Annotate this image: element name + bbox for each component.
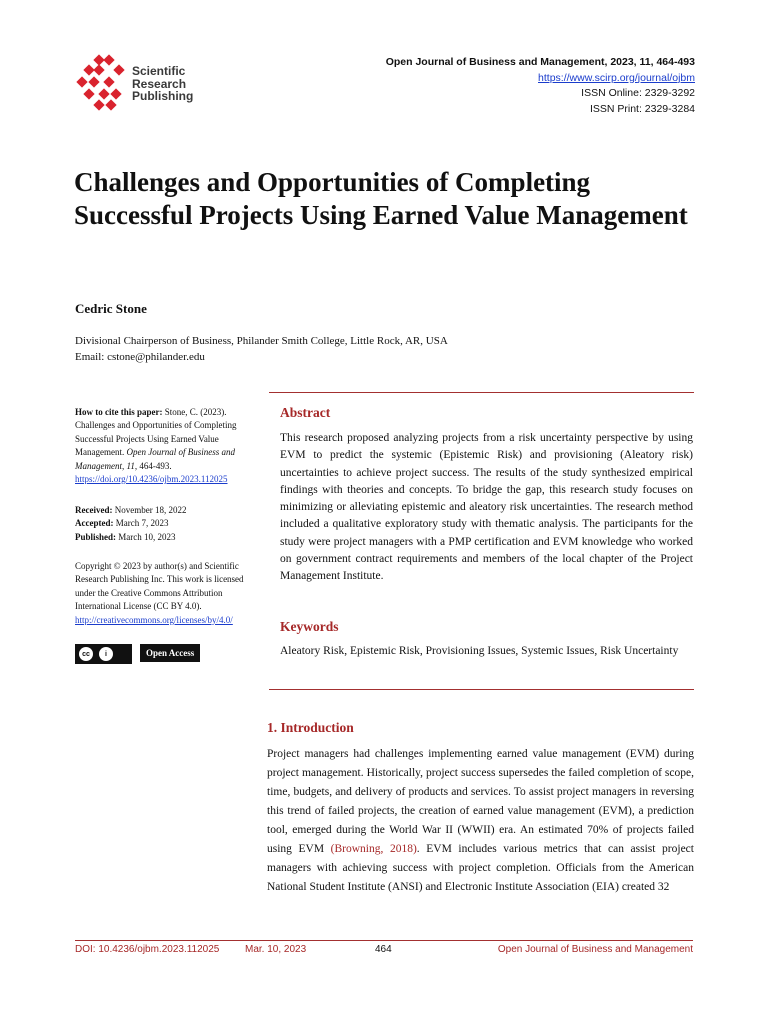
journal-info — [386, 55, 695, 117]
accepted-date: March 7, 2023 — [115, 518, 169, 529]
received-label: Received: — [75, 505, 113, 515]
abstract-heading: Abstract — [280, 405, 331, 420]
cite-text: Stone, C. (2023). Challenges and Opportunities of Completing Successful Projects Using Earned Value Management. — [75, 407, 237, 458]
accepted-row — [75, 517, 265, 530]
cite-journal: Open Journal of Business and Management, 11, — [75, 447, 235, 471]
received-row — [75, 504, 265, 517]
dates-block — [75, 504, 265, 544]
cite-doi-link[interactable]: https://doi.org/10.4236/ojbm.2023.112025 — [75, 474, 228, 485]
keywords-bottom-rule — [269, 689, 694, 690]
issn-print: ISSN Print: 2329-3284 — [589, 102, 695, 115]
publisher-line-1: Scientific — [132, 64, 186, 78]
footer-date: Mar. 10, 2023 — [245, 944, 307, 955]
accepted-label: Accepted: — [75, 518, 114, 529]
publisher-line-2: Research — [132, 76, 187, 91]
published-date: March 10, 2023 — [118, 531, 176, 542]
reference-browning-link[interactable]: (Browning, 2018) — [330, 843, 417, 855]
email: Email: cstone@philander.edu — [75, 351, 205, 363]
intro-text-part-1: Project managers had challenges implementing earned value management (EVM) during project management. Historically, project success supersedes the failed completion of scope, time, budgets, and delivery of products and services. To assist project managers in reversing this trend of failed projects, the creation of earned value management (EVM), a prediction tool, emerged during the World War II (WWII) era. An estimated 70% of projects failed using EVM — [267, 748, 694, 855]
cite-pages: 464-493. — [139, 460, 172, 471]
author-name: Cedric Stone — [75, 301, 147, 316]
author-affiliation-block — [75, 333, 448, 365]
intro-heading: 1. Introduction — [267, 720, 354, 735]
citation-block — [75, 406, 265, 486]
page-number: 464 — [375, 944, 392, 955]
intro-text-part-2: . EVM includes various metrics that can assist project managers with achieving success with project completion. Officials from the American National Student Institute (ANSI) and Electronic Institute Association (EIA) created 32 — [267, 843, 694, 893]
intro-text — [267, 745, 694, 897]
publisher-line-3: Publishing — [132, 89, 194, 103]
received-date: November 18, 2022 — [114, 505, 187, 515]
published-label: Published: — [75, 531, 117, 542]
affiliation: Divisional Chairperson of Business, Philander Smith College, Little Rock, AR, USA — [75, 335, 448, 347]
footer-doi: DOI: 10.4236/ojbm.2023.112025 — [75, 944, 220, 955]
license-link[interactable]: http://creativecommons.org/licenses/by/4.0/ — [75, 614, 233, 625]
journal-url-link[interactable]: https://www.scirp.org/journal/ojbm — [538, 71, 695, 84]
page-footer — [75, 940, 693, 955]
footer-journal: Open Journal of Business and Management — [497, 944, 693, 955]
abstract-top-rule — [269, 392, 694, 393]
publisher-name — [132, 65, 193, 103]
license-badges — [75, 644, 200, 664]
publisher-logo — [76, 54, 206, 114]
cc-icon: cc — [79, 647, 93, 661]
paper-title: Challenges and Opportunities of Completing Successful Projects Using Earned Value Management — [74, 167, 688, 230]
published-row — [75, 531, 265, 544]
footer-rule — [75, 940, 693, 941]
cite-label: How to cite this paper: — [75, 407, 163, 417]
copyright-block — [75, 560, 263, 627]
logo-diamonds-icon — [76, 54, 132, 114]
keywords-text: Aleatory Risk, Epistemic Risk, Provisioning Issues, Systemic Issues, Risk Uncertainty — [280, 645, 679, 657]
journal-citation: Open Journal of Business and Management, 2023, 11, 464-493 — [385, 56, 695, 68]
open-access-badge[interactable]: Open Access — [140, 644, 200, 662]
copyright-text: Copyright © 2023 by author(s) and Scientific Research Publishing Inc. This work is licensed under the Creative Commons Attribution International License (CC BY 4.0). — [75, 561, 244, 612]
by-person-icon: i — [99, 647, 113, 661]
cc-by-badge[interactable] — [75, 644, 132, 664]
abstract-text: This research proposed analyzing projects from a risk uncertainty perspective by using EVM to predict the systemic (Epistemic Risk) and provisioning (Aleatory risk) uncertainties to achieve project success. The results of the study synthesized empirical findings with theories and concepts. To bridge the gap, this research study focuses on minimizing or alleviating epistemic and aleatory risk uncertainties. The research method included a qualitative exploratory study with thematic analysis. The participants for the study were project managers with a PMP certification and EVM knowledge who worked on government contract requirements and members of the local chapter of the Project Management Institute. — [280, 432, 693, 583]
issn-online: ISSN Online: 2329-3292 — [581, 87, 695, 99]
keywords-heading: Keywords — [280, 619, 339, 634]
